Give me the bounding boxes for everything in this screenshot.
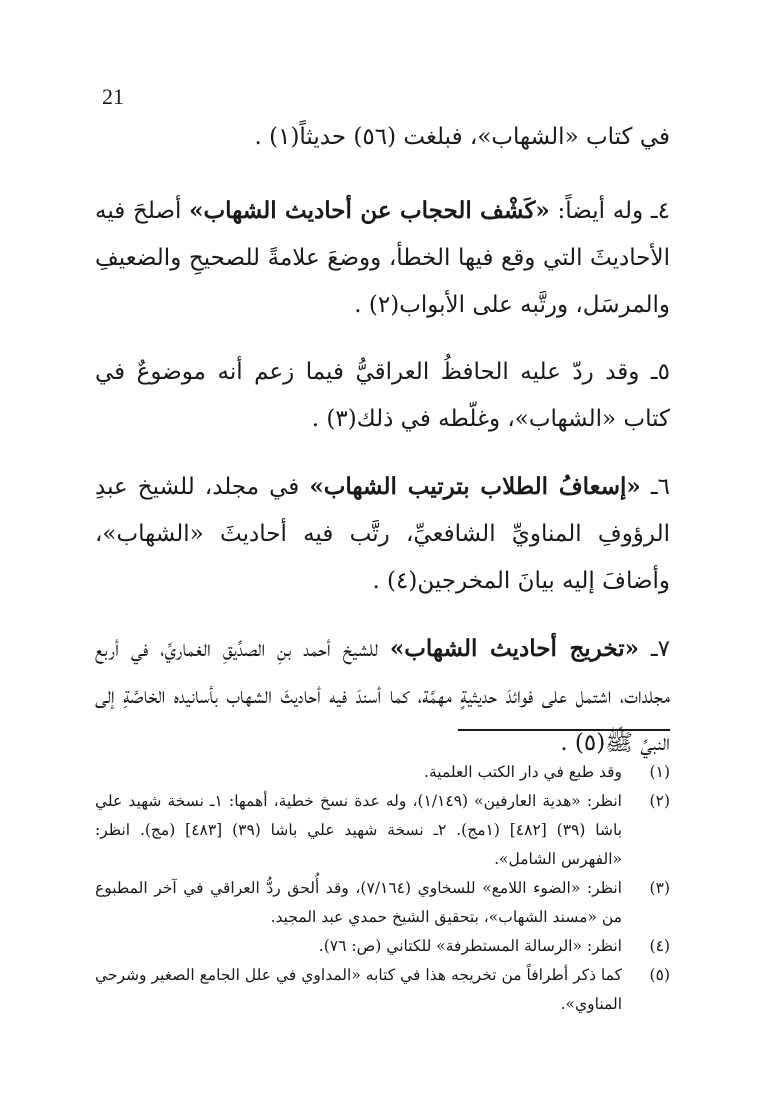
paragraph-4-lead: ٦ـ — [640, 474, 670, 500]
footnote-number: (٤) — [649, 937, 670, 955]
paragraph-2-lead: ٤ـ وله أيضاً: — [549, 198, 670, 224]
main-text — [95, 114, 670, 767]
paragraph-4-text: في مجلد، للشيخ عبدِ الرؤوفِ المناويِّ الشافعيِّ، رتَّب فيه أحاديثَ «الشهاب»، وأضافَ إليه بيانَ المخرجين(٤) . — [95, 474, 670, 594]
footnote-text: وقد طبع في دار الكتب العلمية. — [424, 763, 622, 781]
paragraph-4-book-title: «إسعافُ الطلاب بترتيب الشهاب» — [309, 473, 641, 500]
footnote-1 — [95, 758, 670, 787]
paragraph-4 — [95, 463, 670, 605]
footnote-4 — [95, 932, 670, 961]
paragraph-5-text: للشيخ أحمد بنِ الصدِّيقِ الغماريِّ، في أربع مجلدات، اشتمل على فوائدَ حديثيةٍ مهمَّة، كما أسندَ فيه أحاديثَ الشهاب بأسانيده الخاصَّةِ إلى النبيِّ ﷺ(٥) . — [95, 636, 670, 756]
footnote-text: انظر: «الضوء اللامع» للسخاوي (٧/١٦٤)، وقد أُلحق ردُّ العراقي في آخر المطبوع من «مسند الشهاب»، بتحقيق الشيخ حمدي عبد المجيد. — [95, 879, 622, 926]
page-number: 21 — [102, 84, 124, 109]
paragraph-3-text: ٥ـ وقد ردّ عليه الحافظُ العراقيُّ فيما زعم أنه موضوعٌ في كتاب «الشهاب»، وغلّطه في ذلك(٣) . — [95, 359, 670, 432]
footnote-3 — [95, 874, 670, 932]
footnotes — [95, 758, 670, 1019]
footnote-separator — [458, 729, 670, 731]
footnote-text: انظر: «الرسالة المستطرفة» للكتاني (ص: ٧٦). — [318, 937, 622, 955]
paragraph-2-text: أصلحَ فيه الأحاديثَ التي وقع فيها الخطأ، ووضعَ علامةً للصحيحِ والضعيفِ والمرسَل، ورتَّبه على الأبواب(٢) . — [95, 198, 670, 318]
footnote-text: انظر: «هدية العارفين» (١/١٤٩)، وله عدة نسخ خطية، أهمها: ١ـ نسخة شهيد علي باشا (٣٩) [٤٨٢] (١مج). ٢ـ نسخة شهيد علي باشا (٣٩) [٤٨٣] (مج). انظر: «الفهرس الشامل». — [95, 792, 623, 868]
footnote-number: (١) — [649, 763, 670, 781]
paragraph-5-lead: ٧ـ — [639, 636, 671, 662]
footnote-number: (٣) — [649, 879, 670, 897]
paragraph-1 — [95, 114, 670, 161]
paragraph-1-text: في كتاب «الشهاب»، فبلغت (٥٦) حديثاً(١) . — [254, 124, 670, 150]
footnote-text: كما ذكر أطرافاً من تخريجه هذا في كتابه «المداوي في علل الجامع الصغير وشرحي المناوي». — [95, 966, 622, 1013]
paragraph-2 — [95, 187, 670, 329]
paragraph-5-book-title: «تخريج أحاديث الشهاب» — [389, 635, 640, 662]
footnote-2 — [95, 787, 670, 874]
footnote-number: (٥) — [649, 966, 670, 984]
footnote-5 — [95, 961, 670, 1019]
paragraph-2-book-title: «كَشْف الحجاب عن أحاديث الشهاب» — [189, 197, 550, 224]
footnote-number: (٢) — [649, 792, 670, 810]
paragraph-5 — [95, 625, 670, 767]
paragraph-3 — [95, 349, 670, 443]
